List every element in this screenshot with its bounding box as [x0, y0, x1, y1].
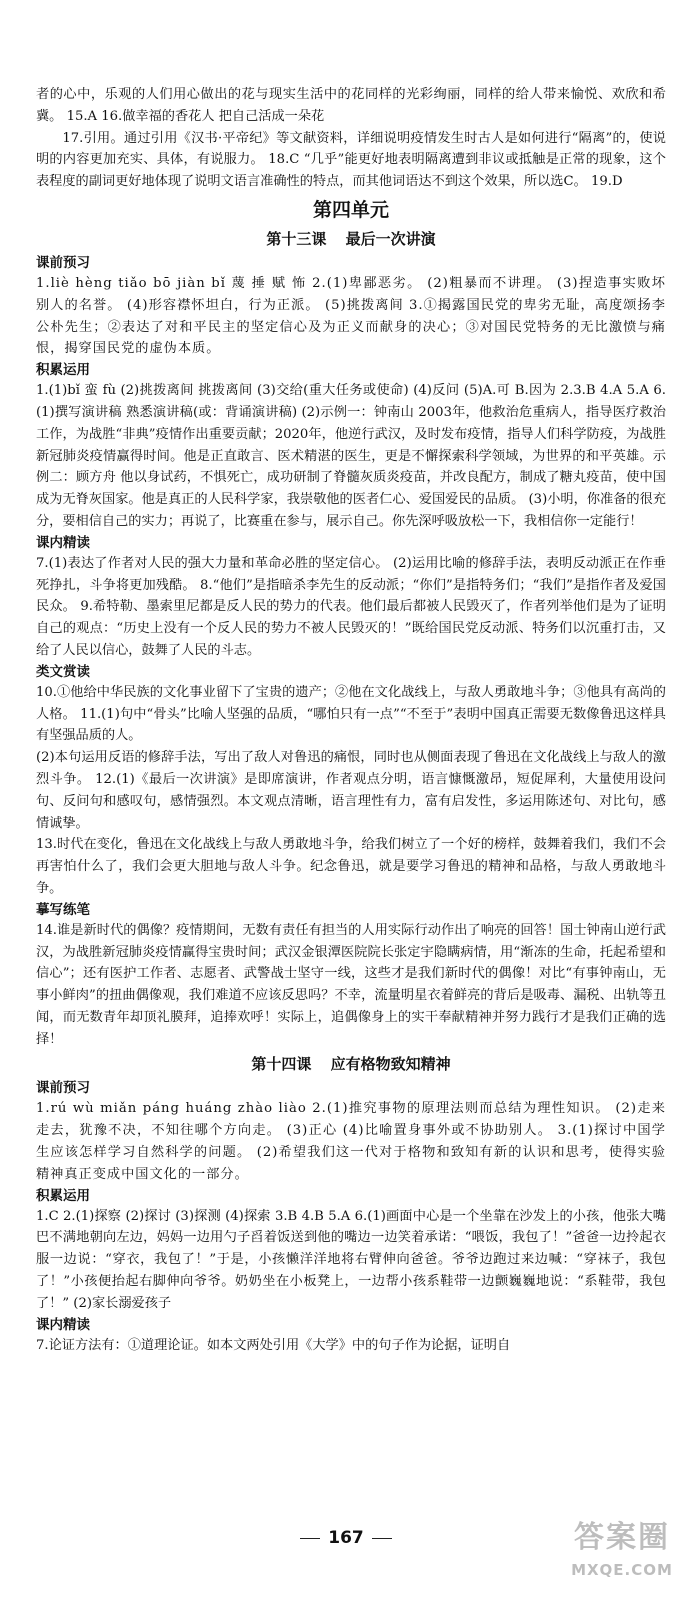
lesson-13-class-reading-text: 7.(1)表达了作者对人民的强大力量和革命必胜的坚定信心。 (2)运用比喻的修辞手法，表明反动派正在作垂死挣扎，斗争将更加残酷。 8.“他们”是指暗杀李先生的反动派；“你们”是指特务们；“我们”是指作者及爱国民众。 9.希特勒、墨索里尼都是反人民的势力的代表。他们最后都被人民毁灭了，作者列举他们是为了证明自己的观点：“历史上没有一个反人民的势力不被人民毁灭的！”既给国民党反动派、特务们以沉重打击，又给了人民以信心，鼓舞了人民的斗志。 [36, 555, 666, 658]
lesson-13-similar-text: 10.①他给中华民族的文化事业留下了宝贵的遗产；②他在文化战线上，与敌人勇敢地斗争；③他具有高尚的人格。 11.(1)句中“骨头”比喻人坚强的品质，“哪怕只有一点”“不至于”表明中国真正需要无数像鲁迅这样具有坚强品质的人。 [36, 684, 666, 744]
lesson-13-writing-text: 14.谁是新时代的偶像？疫情期间，无数有责任有担当的人用实际行动作出了响亮的回答！国士钟南山逆行武汉，为战胜新冠肺炎疫情赢得宝贵时间；武汉金银潭医院院长张定宇隐瞒病情，用“渐冻的生命，托起希望和信心”；还有医护工作者、志愿者、武警战士坚守一线，这些才是我们新时代的偶像！对比“有事钟南山，无事小鲜肉”的扭曲偶像观，我们难道不应该反思吗？不幸，流量明星衣着鲜亮的背后是吸毒、漏税、出轨等丑闻，而无数青年却顶礼膜拜，追捧欢呼！实际上，追偶像身上的实干奉献精神并努力践行才是我们正确的选择！ [36, 922, 666, 1047]
page-content [36, 84, 666, 1356]
section-heading-class-reading: 课内精读 [36, 1316, 90, 1333]
unit-title: 第四单元 [312, 198, 389, 221]
section-heading-preview: 课前预习 [36, 1080, 90, 1097]
section-heading-similar-reading: 类文赏读 [36, 663, 90, 680]
lesson-13-preview-text: 1.liè hèng tiǎo bō jiàn bǐ 蔑 捶 赋 怖 2.(1)卑鄙恶劣。 (2)粗暴而不讲理。 (3)捏造事实败坏别人的名誉。 (4)形容襟怀坦白，行为正派。 (5)挑拨离间 3.①揭露国民党的卑劣无耻，高度颂扬李公朴先生；②表达了对和平民主的坚定信心及为正义而献身的决心；③对国民党特务的无比激愤与痛恨，揭穿国民党的虚伪本质。 [36, 275, 666, 357]
continuation-paragraph: 17.引用。通过引用《汉书·平帝纪》等文献资料，详细说明疫情发生时古人是如何进行“隔离”的，使说明的内容更加充实、具体，有说服力。 18.C “几乎”能更好地表明隔离遭到非议或抵触是正常的现象，这个表程度的副词更好地体现了说明文语言准确性的特点，而其他词语达不到这个效果，所以选C。 19.D [36, 130, 666, 190]
section-heading-accumulate: 积累运用 [36, 362, 90, 379]
lesson-13-accumulate-text: 1.(1)bǐ 蛮 fù (2)挑拨离间 挑拨离间 (3)交给(重大任务或使命) (4)反问 (5)A.可 B.因为 2.3.B 4.A 5.A 6.(1)撰写演讲稿 熟悉演讲稿(或：背诵演讲稿) (2)示例一：钟南山 2003年，他救治危重病人，指导医疗救治工作，为战胜“非典”疫情作出重要贡献；2020年，他逆行武汉，及时发布疫情，指导人们科学防疫，为战胜新冠肺炎疫情赢得时间。他是正直敢言、医术精湛的医生，更是不懈探索科学领域，为世界的和平英雄。示例二：顾方舟 他以身试药，不惧死亡，成功研制了脊髓灰质炎疫苗，并改良配方，制成了糖丸疫苗，使中国成为无脊灰国家。他是真正的人民科学家，我崇敬他的医者仁心、爱国爱民的品质。 (3)小明，你准备的很充分，要相信自己的实力；再说了，比赛重在参与，展示自己。你先深呼吸放松一下，我相信你一定能行！ [36, 383, 666, 529]
watermark-line2: MXQE.COM [571, 1561, 673, 1579]
watermark-line1: 答案圈 [574, 1520, 670, 1555]
lesson-14-preview-text: 1.rú wù miǎn páng huáng zhào liào 2.(1)推究事物的原理法则而总结为理性知识。 (2)走来走去，犹豫不决，不知往哪个方向走。 (3)正心 (4)比喻置身事外或不协助别人。 3.(1)探讨中国学生应该怎样学习自然科学的问题。 (2)希望我们这一代对于格物和致知有新的认识和思考，使得实验精神真正变成中国文化的一部分。 [36, 1101, 666, 1182]
section-heading-preview: 课前预习 [36, 254, 90, 271]
lesson-13-similar-text: (2)本句运用反语的修辞手法，写出了敌人对鲁迅的痛恨，同时也从侧面表现了鲁迅在文化战线上与敌人的激烈斗争。 12.(1)《最后一次讲演》是即席演讲，作者观点分明，语言慷慨激昂，短促犀利，大量使用设问句、反问句和感叹句，感情强烈。本文观点清晰，语言理性有力，富有启发性，多运用陈述句、对比句，感情诚挚。 [36, 750, 666, 831]
footer-dash-right [372, 1538, 392, 1539]
continuation-paragraph: 者的心中，乐观的人们用心做出的花与现实生活中的花同样的光彩绚丽，同样的给人带来愉悦、欢欣和希冀。 15.A 16.做幸福的香花人 把自己活成一朵花 [36, 87, 666, 124]
lesson-13-title: 第十三课 最后一次讲演 [266, 229, 436, 248]
page-number: 167 [328, 1528, 364, 1548]
lesson-13-similar-text: 13.时代在变化，鲁迅在文化战线上与敌人勇敢地斗争，给我们树立了一个好的榜样，鼓舞着我们，我们不会再害怕什么了，我们会更大胆地与敌人斗争。纪念鲁迅，就是要学习鲁迅的精神和品格，与敌人勇敢地斗争。 [36, 837, 666, 896]
footer-dash-left [300, 1538, 320, 1539]
section-heading-writing: 摹写练笔 [36, 901, 90, 918]
lesson-14-title: 第十四课 应有格物致知精神 [251, 1055, 451, 1074]
lesson-14-accumulate-text: 1.C 2.(1)探察 (2)探讨 (3)探测 (4)探索 3.B 4.B 5.A 6.(1)画面中心是一个坐靠在沙发上的小孩，他张大嘴巴不满地朝向左边，妈妈一边用勺子舀着饭送到他的嘴边一边笑着承诺：“喂饭，我包了！”爸爸一边拎起衣服一边说：“穿衣，我包了！”于是，小孩懒洋洋地将右臂伸向爸爸。爷爷边跑过来边喊：“穿袜子，我包了！”小孩便抬起右脚伸向爷爷。奶奶坐在小板凳上，一边帮小孩系鞋带一边颤巍巍地说：“系鞋带，我包了！” (2)家长溺爱孩子 [36, 1208, 666, 1311]
section-heading-class-reading: 课内精读 [36, 534, 90, 551]
section-heading-accumulate: 积累运用 [36, 1187, 90, 1204]
lesson-14-class-reading-text: 7.论证方法有：①道理论证。如本文两处引用《大学》中的句子作为论据，证明自 [36, 1337, 511, 1353]
watermark-logo [558, 1516, 686, 1594]
